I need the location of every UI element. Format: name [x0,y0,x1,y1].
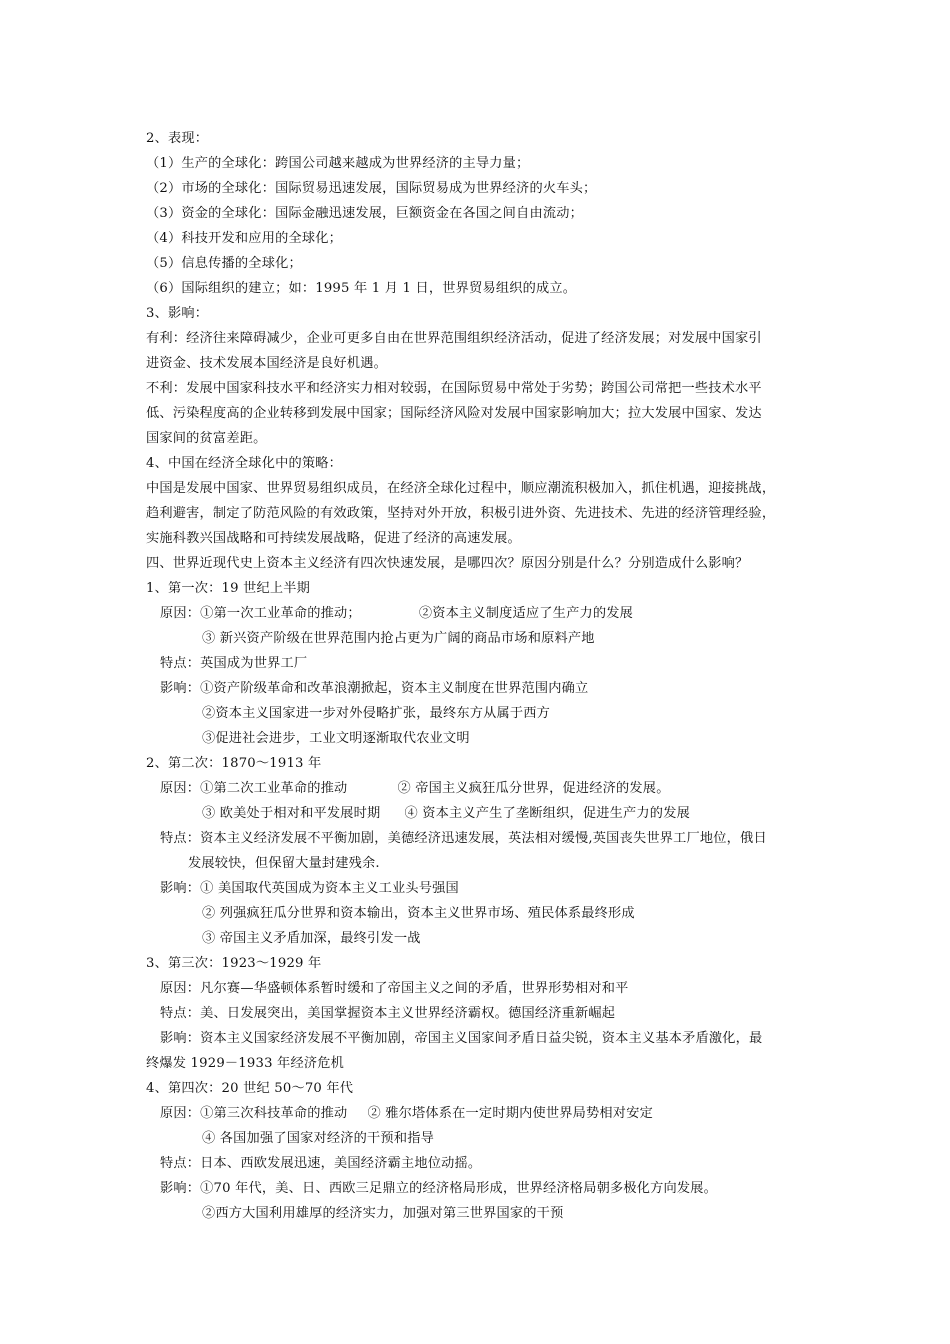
impact-line: ②资本主义国家进一步对外侵略扩张，最终东方从属于西方 [202,706,551,721]
impact-line: 影响：① 美国取代英国成为资本主义工业头号强国 [160,881,459,896]
feature-line: 特点：美、日发展突出，美国掌握资本主义世界经济霸权。德国经济重新崛起 [160,1006,616,1021]
cause-line [146,776,812,801]
cause-line [146,801,812,826]
impact-line: 影响：①资产阶级革命和改革浪潮掀起，资本主义制度在世界范围内确立 [160,681,589,696]
list-item: （1）生产的全球化：跨国公司越来越成为世界经济的主导力量； [146,156,530,171]
heading-2-manifestations: 2、表现： [146,131,209,146]
impact-line: 影响：①70 年代，美、日、西欧三足鼎立的经济格局形成，世界经济格局朝多极化方向发展。 [160,1181,718,1196]
impact-line: 影响：资本主义国家经济发展不平衡加剧，帝国主义国家间矛盾日益尖锐，资本主义基本矛盾激化，最 [160,1031,763,1046]
subheading-fourth: 4、第四次：20 世纪 50～70 年代 [146,1081,354,1096]
paragraph-line: 实施科教兴国战略和可持续发展战略，促进了经济的高速发展。 [146,531,521,546]
cause-line: 原因：凡尔赛—华盛顿体系暂时缓和了帝国主义之间的矛盾，世界形势相对和平 [160,981,629,996]
paragraph-line: 趋利避害，制定了防范风险的有效政策，坚持对外开放，积极引进外资、先进技术、先进的经济管理经验， [146,506,776,521]
impact-line: ③促进社会进步，工业文明逐渐取代农业文明 [202,731,470,746]
cause-item: 原因：①第三次科技革命的推动 [160,1106,348,1121]
cause-line: ③ 新兴资产阶级在世界范围内抢占更为广阔的商品市场和原料产地 [202,631,595,646]
paragraph-line: 国家间的贫富差距。 [146,431,267,446]
paragraph-line: 不利：发展中国家科技水平和经济实力相对较弱，在国际贸易中常处于劣势；跨国公司常把一些技术水平 [146,381,762,396]
cause-item: 原因：①第二次工业革命的推动 [160,781,348,796]
impact-line: ② 列强疯狂瓜分世界和资本输出，资本主义世界市场、殖民体系最终形成 [202,906,635,921]
cause-item: ② 帝国主义疯狂瓜分世界，促进经济的发展。 [397,781,670,796]
list-item: （2）市场的全球化：国际贸易迅速发展，国际贸易成为世界经济的火车头； [146,181,597,196]
impact-line: 终爆发 1929－1933 年经济危机 [146,1056,344,1071]
document-body [146,126,812,1226]
subheading-second: 2、第二次：1870～1913 年 [146,756,322,771]
subheading-first: 1、第一次：19 世纪上半期 [146,581,311,596]
paragraph-line: 有利：经济往来障碍减少，企业可更多自由在世界范围组织经济活动，促进了经济发展；对发展中国家引 [146,331,762,346]
cause-item: ②资本主义制度适应了生产力的发展 [418,606,634,621]
list-item: （6）国际组织的建立；如：1995 年 1 月 1 日，世界贸易组织的成立。 [146,281,577,296]
paragraph-line: 中国是发展中国家、世界贸易组织成员，在经济全球化过程中，顺应潮流积极加入，抓住机遇，迎接挑战， [146,481,776,496]
cause-line [146,1101,812,1126]
paragraph-line: 进资金、技术发展本国经济是良好机遇。 [146,356,387,371]
feature-line: 发展较快，但保留大量封建残余. [188,856,380,871]
feature-line: 特点：英国成为世界工厂 [160,656,308,671]
cause-item: ④ 资本主义产生了垄断组织，促进生产力的发展 [404,806,690,821]
section-question: 四、世界近现代史上资本主义经济有四次快速发展，是哪四次？原因分别是什么？分别造成什么影响？ [146,556,749,571]
subheading-third: 3、第三次：1923～1929 年 [146,956,322,971]
paragraph-line: 低、污染程度高的企业转移到发展中国家；国际经济风险对发展中国家影响加大；拉大发展中国家、发达 [146,406,762,421]
cause-item: ② 雅尔塔体系在一定时期内使世界局势相对安定 [367,1106,653,1121]
heading-3-impact: 3、影响： [146,306,209,321]
heading-4-strategy: 4、中国在经济全球化中的策略： [146,456,343,471]
list-item: （3）资金的全球化：国际金融迅速发展，巨额资金在各国之间自由流动； [146,206,583,221]
list-item: （4）科技开发和应用的全球化； [146,231,343,246]
feature-line: 特点：日本、西欧发展迅速，美国经济霸主地位动摇。 [160,1156,482,1171]
cause-line: ④ 各国加强了国家对经济的干预和指导 [202,1131,434,1146]
cause-line [146,601,812,626]
cause-item: 原因：①第一次工业革命的推动； [160,606,361,621]
impact-line: ②西方大国利用雄厚的经济实力，加强对第三世界国家的干预 [202,1206,564,1221]
list-item: （5）信息传播的全球化； [146,256,302,271]
impact-line: ③ 帝国主义矛盾加深，最终引发一战 [202,931,421,946]
feature-line: 特点：资本主义经济发展不平衡加剧，美德经济迅速发展，英法相对缓慢,英国丧失世界工厂地位，俄日 [160,831,767,846]
cause-item: ③ 欧美处于相对和平发展时期 [202,806,381,821]
